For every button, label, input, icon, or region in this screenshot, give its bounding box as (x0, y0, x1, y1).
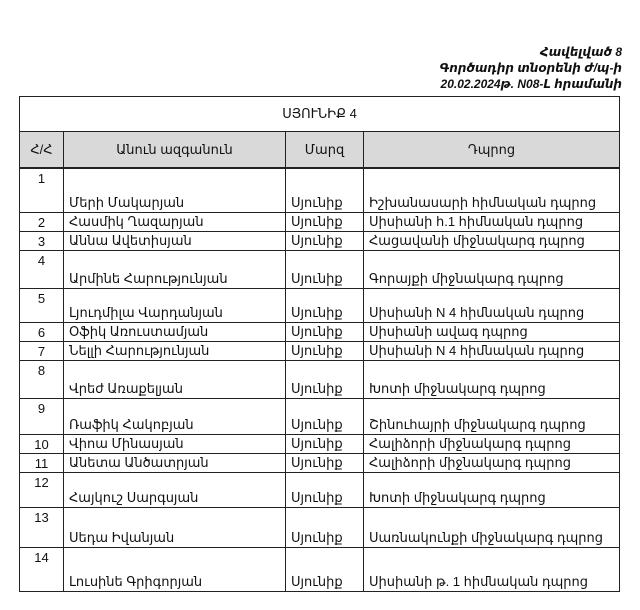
row-school: Սիսիանի ավագ դպրոց (364, 322, 620, 341)
row-name: Աննա Ավետիսյան (64, 231, 286, 250)
row-name: Լուսինե Գրիգորյան (64, 547, 286, 591)
row-number: 4 (20, 250, 64, 288)
table-title: ՍՅՈՒՆԻՔ 4 (20, 97, 620, 132)
row-name: Վիոա Մինասյան (64, 434, 286, 453)
row-number: 12 (20, 472, 64, 507)
row-region: Սյունիք (286, 507, 364, 547)
row-number: 13 (20, 507, 64, 547)
table-row (20, 212, 620, 231)
staff-table (19, 96, 620, 592)
table-row (20, 341, 620, 360)
row-school: Հալիձորի միջնակարգ դպրոց (364, 453, 620, 472)
header-school: Դպրոց (364, 132, 620, 169)
annex-note (440, 44, 622, 92)
row-number: 2 (20, 212, 64, 231)
annex-line-3: 20.02.2024թ. N08-Լ հրամանի (440, 77, 622, 91)
row-name: Արմինե Հարությունյան (64, 250, 286, 288)
table-row (20, 507, 620, 547)
row-region: Սյունիք (286, 547, 364, 591)
row-number: 14 (20, 547, 64, 591)
table-row (20, 250, 620, 288)
table-row (20, 288, 620, 322)
row-name: Վրեժ Առաքելյան (64, 360, 286, 398)
row-region: Սյունիք (286, 341, 364, 360)
row-school: Սիսիանի թ. 1 հիմնական դպրոց (364, 547, 620, 591)
row-region: Սյունիք (286, 168, 364, 212)
table-row (20, 434, 620, 453)
header-number: Հ/Հ (20, 132, 64, 169)
row-name: Օֆիկ Առուստամյան (64, 322, 286, 341)
row-number: 5 (20, 288, 64, 322)
row-school: Սիսիանի N 4 հիմնական դպրոց (364, 341, 620, 360)
row-name: Մերի Մակարյան (64, 168, 286, 212)
header-region: Մարզ (286, 132, 364, 169)
row-number: 9 (20, 398, 64, 434)
row-region: Սյունիք (286, 212, 364, 231)
table-title-row (20, 97, 620, 132)
row-school: Հալիձորի միջնակարգ դպրոց (364, 434, 620, 453)
row-name: Սեդա Իվանյան (64, 507, 286, 547)
table-row (20, 547, 620, 591)
table-row (20, 472, 620, 507)
row-number: 1 (20, 168, 64, 212)
table-row (20, 360, 620, 398)
table-row (20, 231, 620, 250)
row-school: Սառնակունքի միջնակարգ դպրոց (364, 507, 620, 547)
table-row (20, 453, 620, 472)
table-row (20, 168, 620, 212)
table-header-row (20, 132, 620, 169)
table-row (20, 322, 620, 341)
annex-line-1: Հավելված 8 (539, 45, 622, 59)
row-school: Խոտի միջնակարգ դպրոց (364, 472, 620, 507)
row-school: Սիսիանի հ.1 հիմնական դպրոց (364, 212, 620, 231)
row-school: Շինուհայրի միջնակարգ դպրոց (364, 398, 620, 434)
header-name: Անուն ազգանուն (64, 132, 286, 169)
row-region: Սյունիք (286, 322, 364, 341)
annex-line-2: Գործադիր տնօրենի ժ/պ-ի (439, 61, 622, 75)
table-row (20, 398, 620, 434)
row-name: Լյուդմիլա Վարդանյան (64, 288, 286, 322)
row-region: Սյունիք (286, 360, 364, 398)
row-number: 7 (20, 341, 64, 360)
row-school: Գորայքի միջնակարգ դպրոց (364, 250, 620, 288)
row-school: Խոտի միջնակարգ դպրոց (364, 360, 620, 398)
row-name: Ռաֆիկ Հակոբյան (64, 398, 286, 434)
row-name: Հայկուշ Սարգսյան (64, 472, 286, 507)
row-number: 6 (20, 322, 64, 341)
row-region: Սյունիք (286, 472, 364, 507)
row-name: Նելլի Հարությունյան (64, 341, 286, 360)
staff-table-wrapper (19, 96, 619, 592)
row-number: 10 (20, 434, 64, 453)
row-region: Սյունիք (286, 398, 364, 434)
row-region: Սյունիք (286, 434, 364, 453)
row-school: Սիսիանի N 4 հիմնական դպրոց (364, 288, 620, 322)
row-name: Անետա Անծատրյան (64, 453, 286, 472)
row-region: Սյունիք (286, 250, 364, 288)
row-number: 3 (20, 231, 64, 250)
row-number: 8 (20, 360, 64, 398)
row-region: Սյունիք (286, 231, 364, 250)
row-region: Սյունիք (286, 288, 364, 322)
row-number: 11 (20, 453, 64, 472)
row-region: Սյունիք (286, 453, 364, 472)
row-name: Հասմիկ Ղազարյան (64, 212, 286, 231)
row-school: Իշխանասարի հիմնական դպրոց (364, 168, 620, 212)
row-school: Հացավանի միջնակարգ դպրոց (364, 231, 620, 250)
